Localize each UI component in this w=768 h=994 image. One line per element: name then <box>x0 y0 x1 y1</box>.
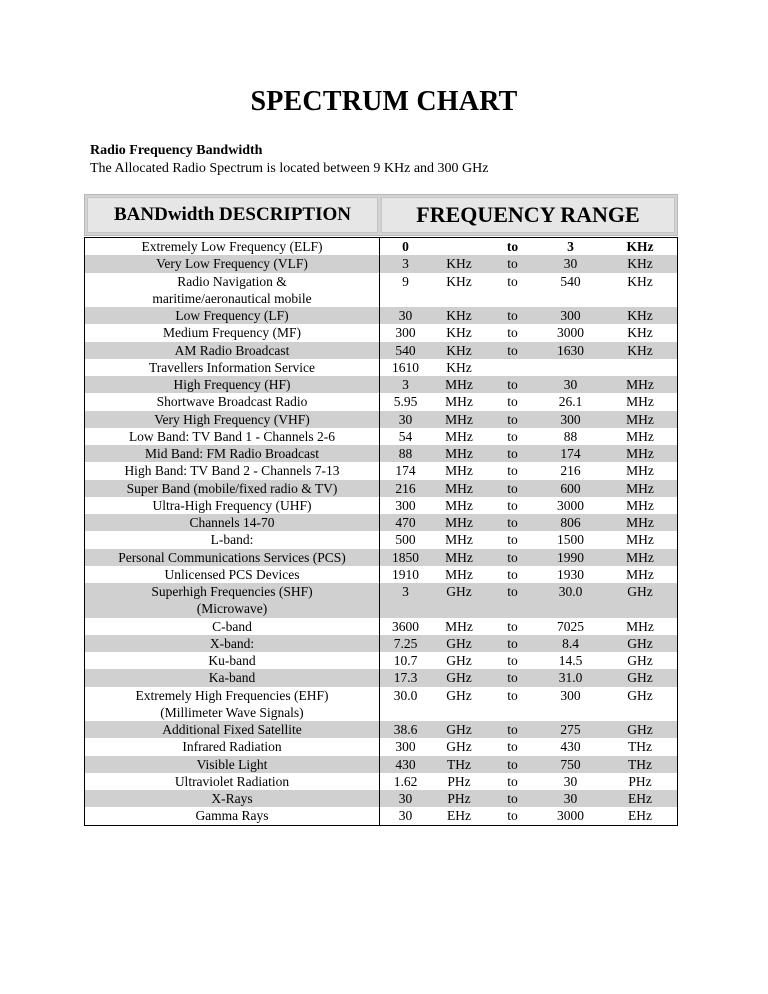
range-separator: to <box>507 515 518 530</box>
range-end-unit: THz <box>628 756 652 772</box>
range-start-value: 470 <box>395 515 416 530</box>
range-end-value: 26.1 <box>558 394 583 410</box>
section-heading: Radio Frequency Bandwidth <box>90 143 263 158</box>
band-description: X-band: <box>209 635 255 651</box>
band-description: maritime/aeronautical mobile <box>152 290 312 306</box>
band-description: Extremely Low Frequency (ELF) <box>141 239 323 254</box>
range-end-unit <box>603 704 677 721</box>
range-end-value: 300 <box>560 687 581 703</box>
section-description: The Allocated Radio Spectrum is located between 9 KHz and 300 GHz <box>90 161 489 176</box>
band-description: Visible Light <box>196 756 268 772</box>
range-start-value: 3600 <box>392 618 419 634</box>
range-start-unit: MHz <box>445 463 473 479</box>
range-end-unit: MHz <box>626 428 654 444</box>
range-end-value: 216 <box>560 463 581 479</box>
range-end-unit: KHz <box>627 273 653 289</box>
range-end-unit: GHz <box>627 722 653 737</box>
table-row <box>85 756 677 773</box>
band-description: X-Rays <box>211 791 253 806</box>
range-separator: to <box>507 653 518 668</box>
range-end-value <box>538 290 603 307</box>
table-row <box>85 290 677 307</box>
band-description: Ku-band <box>208 653 256 668</box>
range-end-value: 8.4 <box>562 635 579 651</box>
range-start-unit: KHz <box>446 342 472 358</box>
range-start-value: 88 <box>398 446 413 461</box>
table-row <box>85 790 677 807</box>
range-end-value: 30 <box>563 377 578 392</box>
table-row <box>85 618 677 635</box>
range-start-value: 30.0 <box>393 687 418 703</box>
range-separator: to <box>507 722 518 737</box>
range-separator: to <box>507 670 518 686</box>
range-start-value: 500 <box>395 532 416 548</box>
spectrum-table <box>84 237 678 826</box>
range-start-value: 30 <box>398 808 413 824</box>
table-row <box>85 324 677 341</box>
range-start-value <box>380 704 431 721</box>
range-start-value: 9 <box>402 273 409 289</box>
range-start-unit: KHz <box>446 359 472 375</box>
band-description: High Frequency (HF) <box>173 377 291 392</box>
range-start-value: 300 <box>395 325 416 341</box>
band-description: Travellers Information Service <box>149 359 315 375</box>
range-separator: to <box>507 739 518 755</box>
range-end-unit: MHz <box>626 411 654 427</box>
band-description: Gamma Rays <box>195 808 269 824</box>
range-end-unit: PHz <box>628 773 652 789</box>
range-end-unit: MHz <box>626 480 654 496</box>
range-separator: to <box>507 808 518 824</box>
range-end-value: 3000 <box>557 497 584 513</box>
range-separator <box>487 290 538 307</box>
range-start-unit: MHz <box>445 515 473 530</box>
range-start-unit: GHz <box>446 739 472 755</box>
range-start-value: 38.6 <box>393 722 418 737</box>
range-end-value: 31.0 <box>558 670 583 686</box>
range-start-value: 1610 <box>392 359 419 375</box>
range-start-unit: GHz <box>446 670 472 686</box>
range-start-value: 54 <box>398 428 413 444</box>
range-end-unit: KHz <box>627 325 653 341</box>
range-start-unit: MHz <box>445 377 473 392</box>
range-start-unit: THz <box>447 756 471 772</box>
band-description: Infrared Radiation <box>182 739 282 755</box>
range-end-unit: GHz <box>627 670 653 686</box>
range-end-value: 430 <box>560 739 581 755</box>
range-start-value: 430 <box>395 756 416 772</box>
column-divider <box>379 238 380 825</box>
range-separator <box>487 359 538 376</box>
band-description: Medium Frequency (MF) <box>163 325 301 341</box>
range-separator: to <box>507 428 518 444</box>
range-separator: to <box>507 463 518 479</box>
band-description: Additional Fixed Satellite <box>162 722 302 737</box>
range-separator: to <box>507 325 518 341</box>
range-end-unit: MHz <box>626 497 654 513</box>
table-row <box>85 497 677 514</box>
range-end-unit <box>603 359 677 376</box>
band-description: Extremely High Frequencies (EHF) <box>135 687 329 703</box>
band-description: Shortwave Broadcast Radio <box>156 394 308 410</box>
range-end-value: 30.0 <box>558 584 583 599</box>
range-end-unit: GHz <box>627 687 653 703</box>
range-end-value: 1990 <box>557 549 584 565</box>
band-description: Ultraviolet Radiation <box>174 773 290 789</box>
range-separator: to <box>507 549 518 565</box>
table-row <box>85 255 677 272</box>
range-start-unit: MHz <box>445 446 473 461</box>
table-row <box>85 273 677 290</box>
range-separator: to <box>507 497 518 513</box>
header-bandwidth-description: BANDwidth DESCRIPTION <box>87 197 378 233</box>
table-row <box>85 721 677 738</box>
range-start-value: 5.95 <box>393 394 418 410</box>
table-row <box>85 652 677 669</box>
range-separator: to <box>507 377 518 392</box>
range-start-unit <box>431 704 487 721</box>
range-start-unit: MHz <box>445 411 473 427</box>
band-description: Ka-band <box>208 670 256 686</box>
range-end-value: 275 <box>560 722 581 737</box>
band-description: AM Radio Broadcast <box>174 342 290 358</box>
range-end-value: 3 <box>567 239 574 254</box>
range-end-value: 88 <box>563 428 578 444</box>
range-end-value <box>538 359 603 376</box>
table-row <box>85 238 677 255</box>
table-header <box>84 194 678 236</box>
band-description: C-band <box>212 618 252 634</box>
range-separator <box>487 600 538 617</box>
range-start-unit <box>431 290 487 307</box>
band-description: Personal Communications Services (PCS) <box>118 549 346 565</box>
range-separator: to <box>507 773 518 789</box>
range-start-unit: MHz <box>445 618 473 634</box>
table-row <box>85 738 677 755</box>
range-end-value: 1500 <box>557 532 584 548</box>
range-start-value: 300 <box>395 739 416 755</box>
range-start-value: 3 <box>402 584 409 599</box>
range-start-value: 17.3 <box>393 670 418 686</box>
range-end-value: 540 <box>560 273 581 289</box>
range-start-unit: KHz <box>446 308 472 323</box>
band-description: L-band: <box>210 532 254 548</box>
band-description: (Microwave) <box>196 601 268 617</box>
range-end-value: 806 <box>560 515 581 530</box>
range-separator: to <box>507 308 518 323</box>
table-row <box>85 773 677 790</box>
range-end-unit: GHz <box>627 653 653 668</box>
range-end-value: 3000 <box>557 325 584 341</box>
range-end-unit: MHz <box>626 549 654 565</box>
range-start-unit: GHz <box>446 722 472 737</box>
range-end-value: 3000 <box>557 808 584 824</box>
range-end-unit: KHz <box>627 256 653 272</box>
range-start-unit: MHz <box>445 480 473 496</box>
range-end-value <box>538 704 603 721</box>
range-start-value: 174 <box>395 463 416 479</box>
range-end-value: 300 <box>560 411 581 427</box>
range-start-unit: EHz <box>447 808 471 824</box>
range-separator: to <box>507 342 518 358</box>
range-separator: to <box>507 273 518 289</box>
range-start-value: 30 <box>398 791 413 806</box>
range-end-value <box>538 600 603 617</box>
range-end-value: 1630 <box>557 342 584 358</box>
range-end-unit: KHz <box>627 342 653 358</box>
range-end-unit: KHz <box>626 239 654 254</box>
range-separator: to <box>507 756 518 772</box>
range-separator: to <box>507 687 518 703</box>
range-end-value: 600 <box>560 480 581 496</box>
table-row <box>85 531 677 548</box>
table-row <box>85 307 677 324</box>
band-description: High Band: TV Band 2 - Channels 7-13 <box>124 463 340 479</box>
range-separator <box>487 704 538 721</box>
range-end-unit <box>603 290 677 307</box>
range-separator: to <box>507 446 518 461</box>
table-row <box>85 376 677 393</box>
range-end-unit: MHz <box>626 532 654 548</box>
band-description: (Millimeter Wave Signals) <box>160 704 304 720</box>
range-end-unit: THz <box>628 739 652 755</box>
range-separator: to <box>507 791 518 806</box>
range-start-value: 1.62 <box>393 773 418 789</box>
table-row <box>85 359 677 376</box>
range-end-unit: MHz <box>626 446 654 461</box>
range-start-value: 0 <box>402 239 409 254</box>
table-row <box>85 342 677 359</box>
range-start-value: 30 <box>398 308 413 323</box>
range-start-unit <box>431 600 487 617</box>
range-start-unit: PHz <box>447 773 471 789</box>
table-row <box>85 393 677 410</box>
band-description: Super Band (mobile/fixed radio & TV) <box>126 480 338 496</box>
range-end-unit: EHz <box>628 791 652 806</box>
table-row <box>85 704 677 721</box>
band-description: Mid Band: FM Radio Broadcast <box>145 446 319 461</box>
range-separator: to <box>507 256 518 272</box>
table-row <box>85 583 677 600</box>
table-row <box>85 635 677 652</box>
range-start-unit: MHz <box>445 532 473 548</box>
table-row <box>85 445 677 462</box>
range-start-unit: GHz <box>446 687 472 703</box>
band-description: Very Low Frequency (VLF) <box>156 256 308 272</box>
range-separator: to <box>507 618 518 634</box>
range-separator: to <box>507 584 518 599</box>
range-end-value: 30 <box>563 773 578 789</box>
range-start-unit: KHz <box>446 325 472 341</box>
table-row <box>85 600 677 617</box>
table-row <box>85 807 677 824</box>
range-end-value: 300 <box>560 308 581 323</box>
range-end-unit: MHz <box>626 463 654 479</box>
range-start-value <box>380 600 431 617</box>
range-start-value: 7.25 <box>393 635 418 651</box>
table-row <box>85 566 677 583</box>
range-start-unit: MHz <box>445 394 473 410</box>
range-end-unit: GHz <box>627 635 653 651</box>
band-description: Channels 14-70 <box>189 515 275 530</box>
range-end-value: 750 <box>560 756 581 772</box>
range-end-unit: EHz <box>628 808 652 824</box>
range-end-unit: MHz <box>626 566 654 582</box>
page-title: SPECTRUM CHART <box>250 86 518 117</box>
range-start-unit: PHz <box>447 791 471 806</box>
range-separator: to <box>507 566 518 582</box>
range-separator: to <box>506 239 519 254</box>
range-end-value: 7025 <box>557 618 584 634</box>
range-start-unit: GHz <box>446 653 472 668</box>
range-end-unit: MHz <box>626 377 654 392</box>
range-start-unit: MHz <box>445 428 473 444</box>
range-start-value <box>380 290 431 307</box>
range-separator: to <box>507 411 518 427</box>
band-description: Very High Frequency (VHF) <box>154 411 310 427</box>
table-row <box>85 687 677 704</box>
table-row <box>85 428 677 445</box>
band-description: Ultra-High Frequency (UHF) <box>152 497 312 513</box>
range-end-unit: MHz <box>626 394 654 410</box>
range-start-value: 216 <box>395 480 416 496</box>
table-row <box>85 514 677 531</box>
range-start-value: 1850 <box>392 549 419 565</box>
range-start-unit: MHz <box>445 566 473 582</box>
range-end-unit: MHz <box>626 618 654 634</box>
range-end-unit <box>603 600 677 617</box>
range-end-value: 30 <box>563 791 578 806</box>
range-end-unit: KHz <box>627 308 653 323</box>
range-start-value: 300 <box>395 497 416 513</box>
band-description: Radio Navigation & <box>177 273 287 289</box>
range-separator: to <box>507 480 518 496</box>
range-end-value: 1930 <box>557 566 584 582</box>
range-start-value: 10.7 <box>393 653 418 668</box>
range-start-value: 1910 <box>392 566 419 582</box>
table-row <box>85 669 677 686</box>
range-start-unit: GHz <box>446 635 472 651</box>
range-separator: to <box>507 394 518 410</box>
band-description: Unlicensed PCS Devices <box>164 566 300 582</box>
band-description: Low Band: TV Band 1 - Channels 2-6 <box>128 428 336 444</box>
range-start-unit: MHz <box>445 497 473 513</box>
header-frequency-range: FREQUENCY RANGE <box>381 197 675 233</box>
range-start-value: 540 <box>395 342 416 358</box>
range-start-unit: KHz <box>446 273 472 289</box>
range-start-value: 30 <box>398 411 413 427</box>
range-end-value: 30 <box>563 256 578 272</box>
range-start-unit <box>431 238 487 255</box>
range-start-value: 3 <box>402 377 409 392</box>
range-start-value: 3 <box>402 256 409 272</box>
range-start-unit: MHz <box>445 549 473 565</box>
range-end-value: 174 <box>560 446 581 461</box>
table-row <box>85 462 677 479</box>
range-end-unit: MHz <box>626 515 654 530</box>
table-row <box>85 411 677 428</box>
range-separator: to <box>507 635 518 651</box>
range-start-unit: KHz <box>446 256 472 272</box>
range-separator: to <box>507 532 518 548</box>
band-description: Low Frequency (LF) <box>175 308 289 323</box>
range-end-unit: GHz <box>627 584 653 599</box>
range-end-value: 14.5 <box>558 653 583 668</box>
table-row <box>85 549 677 566</box>
range-start-unit: GHz <box>446 584 472 599</box>
band-description: Superhigh Frequencies (SHF) <box>151 584 313 599</box>
table-row <box>85 480 677 497</box>
